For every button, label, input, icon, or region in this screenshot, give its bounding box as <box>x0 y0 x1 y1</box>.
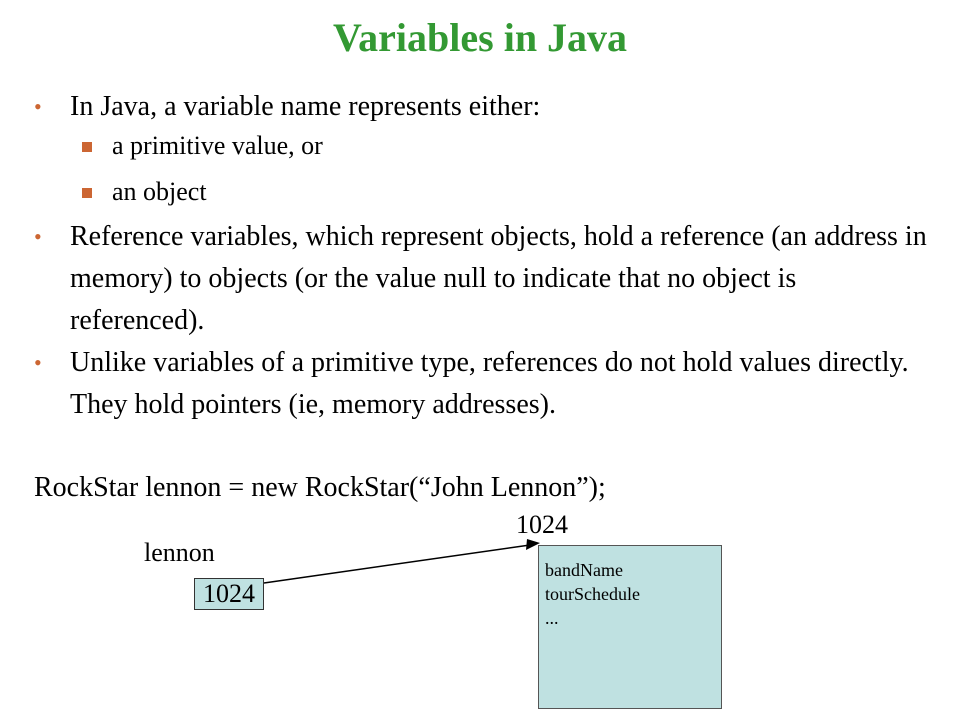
bullet-dot-icon: • <box>34 350 42 375</box>
bullet-2-text: Reference variables, which represent objects, hold a reference (an address in memory) to objects (or the value null to indicate that no object is referenced). <box>70 221 927 336</box>
bullet-1-text: In Java, a variable name represents either: <box>70 91 541 122</box>
field-ellipsis: ... <box>545 608 559 628</box>
bullet-3-text: Unlike variables of a primitive type, references do not hold values directly. They hold pointers (ie, memory addresses). <box>70 347 909 420</box>
slide-title: Variables in Java <box>332 15 628 60</box>
object-address-label: 1024 <box>516 510 568 539</box>
arrowhead-icon <box>526 539 540 550</box>
sub-bullet-2-text: an object <box>112 177 207 206</box>
field-band-name: bandName <box>545 560 623 580</box>
sub-bullet-1-text: a primitive value, or <box>112 131 323 160</box>
bullet-dot-icon: • <box>34 94 42 119</box>
variable-name-label: lennon <box>144 538 215 567</box>
field-tour-schedule: tourSchedule <box>545 584 640 604</box>
reference-value-box: 1024 <box>194 578 264 610</box>
bullet-dot-icon: • <box>34 224 42 249</box>
arrow-line <box>264 545 530 583</box>
code-example: RockStar lennon = new RockStar(“John Lennon”); <box>34 472 606 503</box>
